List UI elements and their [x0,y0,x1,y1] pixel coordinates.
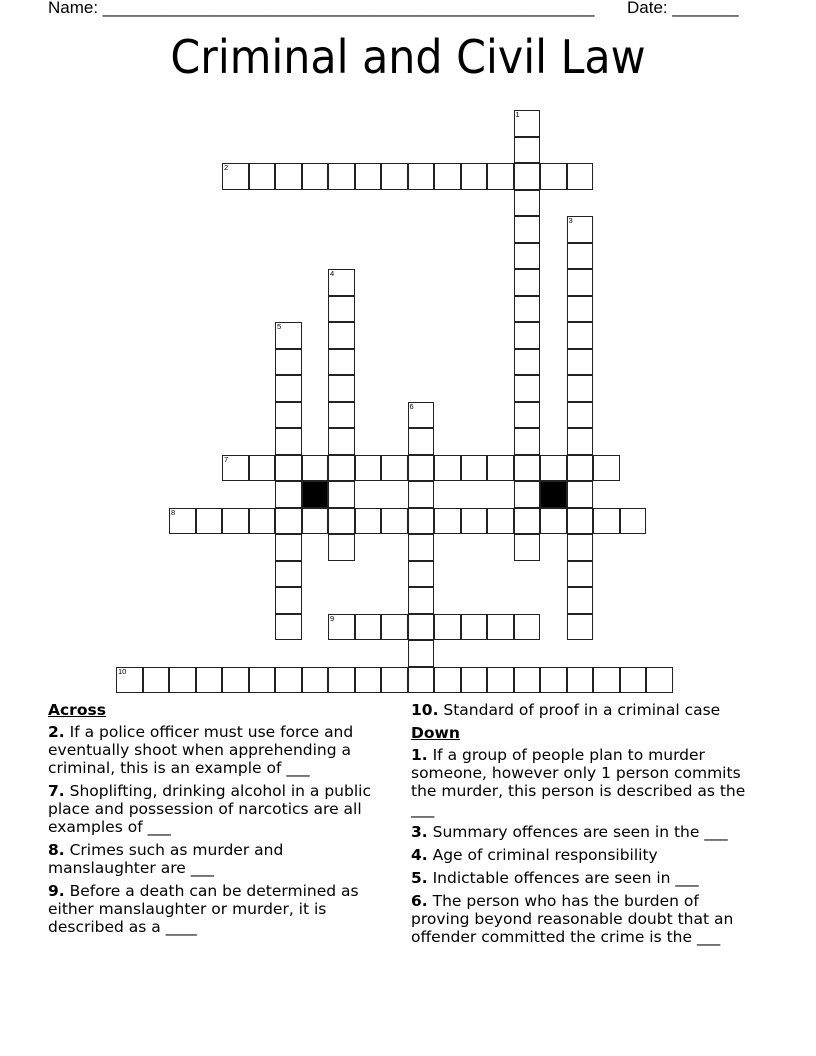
clue-number-label: 9 [330,613,335,623]
answer-cell[interactable] [249,667,276,694]
answer-cell[interactable] [169,667,196,694]
clue-across-2 [48,723,388,777]
clue-number: 9. [48,882,65,900]
answer-cell[interactable] [249,508,276,535]
answer-cell[interactable] [487,455,514,482]
answer-cell[interactable] [328,614,355,641]
answer-cell[interactable] [408,614,435,641]
clue-number: 3. [411,823,428,841]
answer-cell[interactable] [514,508,541,535]
answer-cell[interactable] [381,614,408,641]
answer-cell[interactable] [434,508,461,535]
clue-across-9 [48,882,388,936]
answer-cell[interactable] [275,561,302,588]
answer-cell[interactable] [116,667,143,694]
answer-cell[interactable] [143,667,170,694]
answer-cell[interactable] [249,455,276,482]
answer-cell[interactable] [593,667,620,694]
answer-cell[interactable] [275,587,302,614]
answer-cell[interactable] [514,296,541,323]
answer-cell[interactable] [381,455,408,482]
answer-cell[interactable] [620,508,647,535]
answer-cell[interactable] [567,481,594,508]
answer-cell[interactable] [381,508,408,535]
answer-cell[interactable] [328,667,355,694]
answer-cell[interactable] [302,667,329,694]
clue-number: 1. [411,746,428,764]
answer-cell[interactable] [514,322,541,349]
answer-cell[interactable] [275,508,302,535]
clue-number: 5. [411,869,428,887]
answer-cell[interactable] [514,216,541,243]
clue-down-3 [411,823,761,841]
page-title: Criminal and Civil Law [170,30,646,84]
answer-cell[interactable] [408,561,435,588]
clue-number-label: 6 [409,401,414,411]
clue-number-label: 1 [515,110,520,119]
answer-cell[interactable] [514,375,541,402]
answer-cell[interactable] [408,402,435,429]
answer-cell[interactable] [540,508,567,535]
answer-cell[interactable] [567,296,594,323]
answer-cell[interactable] [169,508,196,535]
answer-cell[interactable] [567,455,594,482]
answer-cell[interactable] [461,614,488,641]
clue-down-1 [411,746,761,818]
answer-cell[interactable] [222,508,249,535]
answer-cell[interactable] [514,534,541,561]
answer-cell[interactable] [567,402,594,429]
clue-text: If a police officer must use force and eventually shoot when apprehending a criminal, this is an example of ___ [48,723,354,777]
answer-cell[interactable] [514,428,541,455]
answer-cell[interactable] [593,455,620,482]
black-cell [540,481,567,508]
answer-cell[interactable] [222,163,249,190]
clue-across-10 [411,701,761,719]
clue-down-6 [411,892,761,946]
answer-cell[interactable] [328,322,355,349]
answer-cell[interactable] [514,667,541,694]
clue-number: 4. [411,846,428,864]
clue-number-label: 7 [224,454,229,464]
answer-cell[interactable] [461,508,488,535]
answer-cell[interactable] [514,243,541,270]
answer-cell[interactable] [249,163,276,190]
answer-cell[interactable] [222,667,249,694]
clue-text: Age of criminal responsibility [427,846,658,864]
clue-text: If a group of people plan to murder someone, however only 1 person commits the murder, this person is described as the ___ [411,746,746,818]
answer-cell[interactable] [302,508,329,535]
clue-number-label: 10 [118,666,127,676]
clue-number-label: 2 [224,163,229,172]
answer-cell[interactable] [461,667,488,694]
answer-cell[interactable] [302,455,329,482]
answer-cell[interactable] [302,163,329,190]
answer-cell[interactable] [275,402,302,429]
clue-number-label: 5 [277,322,282,331]
clue-text: Before a death can be determined as either manslaughter or murder, it is described as a ____ [48,882,359,936]
answer-cell[interactable] [408,587,435,614]
answer-cell[interactable] [381,163,408,190]
clue-text: The person who has the burden of proving beyond reasonable doubt that an offender committed the crime is the ___ [411,892,734,946]
answer-cell[interactable] [514,110,541,137]
answer-cell[interactable] [328,163,355,190]
answer-cell[interactable] [540,163,567,190]
clue-number: 2. [48,723,65,741]
answer-cell[interactable] [487,508,514,535]
answer-cell[interactable] [275,428,302,455]
answer-cell[interactable] [408,667,435,694]
answer-cell[interactable] [408,508,435,535]
answer-cell[interactable] [328,428,355,455]
answer-cell[interactable] [514,137,541,164]
clue-number: 6. [411,892,428,910]
answer-cell[interactable] [567,375,594,402]
clue-down-4 [411,846,761,864]
answer-cell[interactable] [434,455,461,482]
answer-cell[interactable] [646,667,673,694]
answer-cell[interactable] [328,296,355,323]
answer-cell[interactable] [514,455,541,482]
answer-cell[interactable] [514,269,541,296]
answer-cell[interactable] [514,349,541,376]
answer-cell[interactable] [328,269,355,296]
across-heading: Across [48,701,106,719]
answer-cell[interactable] [355,163,382,190]
answer-cell[interactable] [567,667,594,694]
answer-cell[interactable] [514,481,541,508]
answer-cell[interactable] [434,614,461,641]
answer-cell[interactable] [514,614,541,641]
answer-cell[interactable] [408,481,435,508]
name-field-label: Name: ____________________________________________________ [48,0,595,17]
answer-cell[interactable] [328,402,355,429]
clue-number: 10. [411,701,439,719]
answer-cell[interactable] [487,614,514,641]
answer-cell[interactable] [381,667,408,694]
answer-cell[interactable] [328,349,355,376]
answer-cell[interactable] [275,614,302,641]
answer-cell[interactable] [567,587,594,614]
answer-cell[interactable] [567,216,594,243]
answer-cell[interactable] [461,455,488,482]
answer-cell[interactable] [275,667,302,694]
answer-cell[interactable] [328,375,355,402]
answer-cell[interactable] [434,163,461,190]
answer-cell[interactable] [514,190,541,217]
clue-text: Standard of proof in a criminal case [438,701,721,719]
answer-cell[interactable] [593,508,620,535]
black-cell [302,481,329,508]
answer-cell[interactable] [355,455,382,482]
answer-cell[interactable] [434,667,461,694]
answer-cell[interactable] [328,508,355,535]
answer-cell[interactable] [196,508,223,535]
clues-left-column [48,701,388,941]
answer-cell[interactable] [275,375,302,402]
clue-number-label: 3 [568,216,573,225]
answer-cell[interactable] [408,163,435,190]
answer-cell[interactable] [567,269,594,296]
answer-cell[interactable] [567,243,594,270]
answer-cell[interactable] [540,455,567,482]
answer-cell[interactable] [408,428,435,455]
clue-text: Shoplifting, drinking alcohol in a public place and possession of narcotics are all examples of ___ [48,782,371,836]
date-field-label: Date: _______ [627,0,739,17]
answer-cell[interactable] [275,322,302,349]
answer-cell[interactable] [275,481,302,508]
answer-cell[interactable] [408,534,435,561]
down-heading: Down [411,724,460,742]
answer-cell[interactable] [275,163,302,190]
answer-cell[interactable] [328,455,355,482]
answer-cell[interactable] [514,163,541,190]
answer-cell[interactable] [222,455,249,482]
answer-cell[interactable] [275,349,302,376]
clue-number-label: 4 [330,269,335,278]
answer-cell[interactable] [514,402,541,429]
clues-right-column [411,701,761,951]
clue-text: Crimes such as murder and manslaughter are ___ [48,841,284,877]
answer-cell[interactable] [567,534,594,561]
answer-cell[interactable] [461,163,488,190]
answer-cell[interactable] [328,534,355,561]
answer-cell[interactable] [408,455,435,482]
clue-text: Summary offences are seen in the ___ [427,823,728,841]
answer-cell[interactable] [355,614,382,641]
clue-across-7 [48,782,388,836]
answer-cell[interactable] [620,667,647,694]
clue-number-label: 8 [171,507,176,517]
answer-cell[interactable] [567,561,594,588]
answer-cell[interactable] [567,428,594,455]
answer-cell[interactable] [567,322,594,349]
answer-cell[interactable] [540,667,567,694]
clue-number: 7. [48,782,65,800]
answer-cell[interactable] [275,455,302,482]
answer-cell[interactable] [487,163,514,190]
answer-cell[interactable] [355,508,382,535]
answer-cell[interactable] [567,614,594,641]
clue-number: 8. [48,841,65,859]
answer-cell[interactable] [196,667,223,694]
answer-cell[interactable] [355,667,382,694]
crossword-grid [116,110,676,700]
clue-across-8 [48,841,388,877]
answer-cell[interactable] [567,349,594,376]
clue-text: Indictable offences are seen in ___ [427,869,699,887]
answer-cell[interactable] [567,508,594,535]
answer-cell[interactable] [328,481,355,508]
answer-cell[interactable] [567,163,594,190]
answer-cell[interactable] [487,667,514,694]
answer-cell[interactable] [408,640,435,667]
answer-cell[interactable] [275,534,302,561]
clue-down-5 [411,869,761,887]
